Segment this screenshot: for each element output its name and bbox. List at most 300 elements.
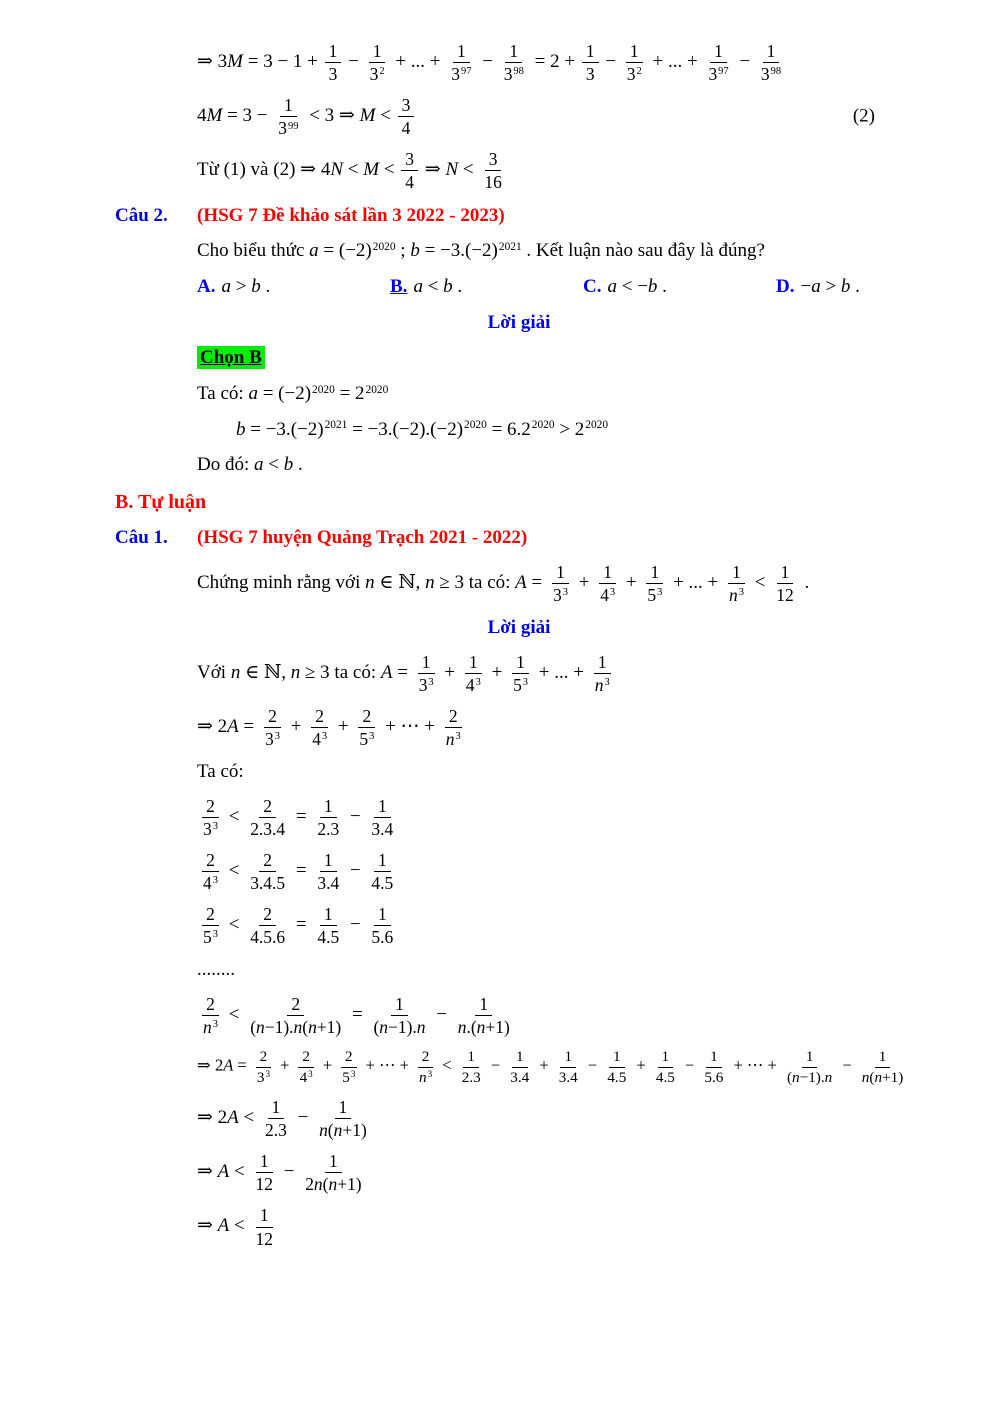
fraction-denominator	[549, 584, 572, 605]
math-text: = 3 −	[222, 105, 273, 127]
math-text: <	[263, 454, 284, 476]
fraction	[591, 652, 614, 695]
exponent	[213, 821, 218, 832]
math-text: +	[573, 571, 595, 593]
math-text: 1	[329, 1151, 338, 1172]
math-text: 5	[513, 674, 522, 695]
fraction-denominator	[246, 818, 289, 839]
fraction	[623, 41, 646, 84]
math-text: >	[820, 275, 841, 297]
power-base	[595, 675, 604, 695]
math-text: 2	[448, 705, 458, 726]
fraction-numerator	[259, 850, 276, 872]
fraction-denominator	[401, 171, 418, 192]
math-line	[197, 706, 923, 749]
fraction	[261, 706, 284, 749]
fraction	[454, 994, 514, 1037]
fraction-numerator	[594, 652, 611, 674]
math-text: 5.6	[704, 1068, 724, 1086]
math-text: = 6.	[486, 418, 522, 440]
power	[627, 64, 642, 84]
fraction	[199, 796, 222, 839]
power	[342, 1069, 355, 1086]
math-text: <	[343, 159, 364, 181]
math-variable: M	[359, 105, 376, 127]
math-text: 3	[604, 676, 610, 688]
fraction-numerator	[341, 1048, 357, 1067]
fraction-numerator	[626, 41, 643, 63]
fraction-denominator	[757, 63, 785, 84]
fraction-denominator	[261, 728, 284, 749]
math-text: 2	[206, 993, 215, 1014]
math-text: .	[799, 571, 810, 593]
math-variable: n	[874, 1068, 883, 1086]
math-variable: a	[811, 275, 821, 297]
math-variable: b	[443, 275, 453, 297]
power	[291, 419, 348, 440]
math-text: 2	[263, 849, 273, 870]
math-text: ⇒ 3	[197, 50, 228, 72]
math-text: <	[223, 805, 245, 827]
math-variable: b	[236, 418, 246, 440]
math-text: −1).	[799, 1068, 825, 1086]
math-text: (	[786, 1068, 793, 1086]
math-text: .(	[466, 1017, 477, 1038]
option-A	[197, 275, 390, 300]
fraction-numerator	[582, 41, 599, 63]
math-text: 2020	[531, 419, 555, 432]
exponent	[366, 384, 389, 396]
exponent	[456, 731, 461, 742]
math-text: ⇒ 2	[197, 715, 228, 737]
math-variable: n	[861, 1068, 870, 1086]
math-text: 1	[271, 1097, 281, 1118]
math-line	[197, 1048, 923, 1086]
power-base	[647, 585, 656, 605]
math-text: ........	[197, 959, 235, 981]
math-text: >	[554, 418, 575, 440]
exponent	[464, 419, 487, 431]
fraction	[643, 562, 666, 605]
math-text: 5	[342, 1068, 350, 1086]
power-base	[203, 873, 212, 893]
fraction	[447, 41, 475, 84]
option-label: B.	[390, 275, 408, 297]
fraction	[652, 1048, 679, 1086]
fraction-numerator	[463, 1048, 479, 1067]
fraction-denominator	[199, 926, 222, 947]
math-text: 1	[516, 651, 525, 672]
math-variable: n	[333, 1120, 343, 1141]
math-text: 2	[379, 66, 385, 78]
math-text: +	[486, 661, 508, 683]
fraction-denominator	[246, 1016, 345, 1037]
power-base	[265, 729, 274, 749]
fraction-numerator	[320, 796, 337, 818]
math-text: −	[600, 50, 621, 72]
math-text: 3	[369, 731, 375, 743]
fraction-numerator	[777, 562, 794, 584]
option-label: C.	[583, 275, 602, 297]
math-line	[197, 1097, 923, 1140]
math-text: −	[838, 1055, 856, 1075]
math-line	[236, 418, 923, 443]
fraction	[700, 1048, 727, 1086]
fraction-denominator	[480, 171, 505, 192]
fraction	[367, 904, 397, 947]
fraction-denominator	[274, 117, 302, 138]
fraction-numerator	[505, 41, 522, 63]
math-text: 2	[315, 705, 325, 726]
fraction-denominator	[462, 674, 485, 695]
math-text: 3	[265, 1068, 270, 1079]
math-text: −	[292, 1106, 314, 1128]
math-text: 4.5	[655, 1068, 675, 1086]
fraction-denominator	[313, 818, 343, 839]
fraction	[757, 41, 785, 84]
math-text: 1	[338, 1097, 348, 1118]
fraction-numerator	[202, 994, 219, 1016]
power-base	[521, 419, 531, 440]
math-text: =	[526, 571, 547, 593]
math-text: 3	[212, 929, 218, 941]
math-text: 1	[585, 41, 595, 61]
power	[575, 419, 608, 440]
math-text: + ⋯ +	[729, 1055, 781, 1075]
exponent	[461, 66, 471, 77]
math-text: <	[422, 275, 444, 297]
fraction-numerator	[398, 95, 415, 117]
math-text: + ... +	[647, 50, 703, 72]
fraction	[480, 149, 505, 192]
fraction-numerator	[706, 1048, 722, 1067]
fraction-numerator	[335, 1097, 352, 1119]
power	[708, 64, 728, 84]
math-text: ≥ 3 ta có:	[434, 571, 516, 593]
math-text: 1	[766, 41, 776, 61]
math-text: 1	[377, 795, 387, 816]
fraction	[401, 149, 418, 192]
fraction	[596, 562, 619, 605]
power-base	[600, 585, 609, 605]
math-text: (−2)	[278, 383, 312, 404]
math-text: ∈ ℕ,	[240, 661, 291, 683]
math-text: 4	[203, 872, 212, 893]
math-variable: n	[293, 1017, 303, 1038]
fraction-denominator	[367, 926, 397, 947]
math-text: 1	[479, 993, 489, 1014]
solution-label-text: Lời giải	[487, 311, 551, 333]
math-text: −	[800, 275, 812, 297]
power-base	[553, 585, 562, 605]
exponent	[351, 1069, 356, 1079]
fraction-denominator	[623, 63, 646, 84]
math-text: 1	[603, 561, 613, 582]
math-line	[197, 149, 923, 192]
exponent	[369, 731, 374, 742]
math-variable: M	[206, 105, 223, 127]
fraction-numerator	[875, 1048, 891, 1067]
fraction-denominator	[652, 1068, 679, 1086]
fraction-denominator	[338, 1068, 359, 1086]
fraction-numerator	[710, 41, 727, 63]
fraction-denominator	[596, 584, 619, 605]
math-text: ⇒	[420, 159, 446, 181]
math-text: 1	[395, 993, 404, 1014]
fraction-denominator	[246, 872, 289, 893]
math-text: 3	[553, 584, 562, 605]
fraction-numerator	[202, 850, 219, 872]
fraction	[252, 1205, 277, 1248]
fraction-numerator	[391, 994, 408, 1016]
math-variable: b	[251, 275, 261, 297]
power	[430, 419, 487, 440]
fraction-denominator	[252, 1173, 277, 1194]
power-base	[359, 729, 368, 749]
fraction	[506, 1048, 533, 1086]
power	[600, 585, 615, 605]
math-text: 12	[255, 1228, 273, 1249]
math-text: 1	[805, 1048, 814, 1066]
math-text: 1	[629, 41, 639, 61]
fraction	[315, 1097, 371, 1140]
math-text: ⇒	[197, 1215, 218, 1237]
solution-label	[115, 311, 923, 336]
math-text: 2020	[365, 383, 389, 396]
math-text: +1)	[485, 1017, 510, 1038]
answer-highlight: Chọn B	[197, 346, 265, 369]
fraction	[325, 41, 342, 84]
math-text: +	[285, 715, 307, 737]
power	[265, 729, 280, 749]
fraction-denominator	[555, 1068, 582, 1086]
math-text: 97	[461, 66, 472, 78]
math-text: 3	[427, 1068, 433, 1079]
math-text: ∈ ℕ,	[374, 571, 426, 593]
math-text: 3	[203, 818, 212, 839]
option-label: A.	[197, 275, 216, 297]
math-text: 3	[265, 728, 274, 749]
math-text: −	[583, 1055, 602, 1075]
math-text: =	[291, 805, 312, 827]
math-text: 2.3	[461, 1068, 481, 1086]
math-text: −	[734, 50, 755, 72]
fraction	[199, 994, 222, 1037]
math-variable: n	[419, 1068, 427, 1086]
fraction-numerator	[202, 796, 219, 818]
math-text: 2.3	[317, 818, 340, 839]
math-line	[197, 652, 923, 695]
math-text: <	[379, 159, 400, 181]
fraction	[367, 850, 397, 893]
math-text: +	[439, 661, 460, 683]
power	[312, 729, 327, 749]
option-C	[583, 275, 776, 300]
power-base	[312, 729, 321, 749]
math-text: 1	[377, 849, 387, 870]
math-text: ⇒ 2	[197, 1106, 228, 1128]
fraction-denominator	[725, 584, 748, 605]
fraction-denominator	[325, 63, 342, 84]
math-text: 1	[323, 904, 333, 925]
math-text: 1	[284, 95, 293, 116]
fraction	[246, 850, 289, 893]
question-label: Câu 1.	[115, 527, 168, 549]
power	[419, 1069, 432, 1086]
math-text: −1).	[264, 1017, 294, 1038]
math-text: <	[438, 1055, 456, 1075]
math-text: 3	[256, 1068, 265, 1086]
power	[647, 585, 662, 605]
power-base	[504, 64, 513, 84]
math-variable: n	[319, 1120, 328, 1141]
power	[595, 675, 610, 695]
math-text: +	[318, 1055, 337, 1075]
fraction-numerator	[259, 904, 276, 926]
math-text: +1)	[342, 1120, 367, 1141]
exponent	[563, 587, 568, 598]
math-text: 5	[359, 728, 369, 749]
math-variable: n	[365, 571, 375, 593]
fraction-numerator	[374, 796, 391, 818]
exponent	[604, 677, 609, 688]
exponent	[373, 241, 396, 253]
math-text: ⇒	[197, 1161, 218, 1183]
fraction-denominator	[296, 1068, 317, 1086]
math-text: 2.3	[265, 1120, 287, 1141]
math-text: (−2)	[430, 418, 464, 440]
power-base	[291, 419, 324, 440]
math-variable: n	[457, 1017, 467, 1038]
power	[203, 819, 218, 839]
fraction-numerator	[325, 41, 342, 63]
math-variable: n	[328, 1174, 338, 1195]
math-text: 3	[212, 1019, 218, 1031]
question-label: Câu 2.	[115, 204, 168, 226]
math-text: 1	[372, 41, 382, 61]
math-text: +1)	[337, 1174, 362, 1195]
power-base	[419, 675, 428, 695]
power-base	[278, 118, 287, 138]
fraction-numerator	[298, 1048, 314, 1067]
math-text: +	[621, 571, 642, 593]
math-variable: b	[283, 454, 294, 476]
math-text: 4.5	[607, 1068, 627, 1086]
math-variable: A	[515, 571, 527, 593]
exponent	[379, 66, 384, 77]
math-variable: A	[227, 715, 239, 737]
math-text: 3	[350, 1068, 356, 1079]
math-text: 3	[405, 149, 415, 170]
fraction-numerator	[320, 850, 337, 872]
math-text: = −3.(−2).	[347, 418, 431, 440]
math-line	[197, 958, 923, 983]
math-text: 2	[206, 904, 215, 925]
fraction-denominator	[415, 674, 438, 695]
math-text: 3	[212, 821, 218, 833]
fraction	[704, 41, 732, 84]
fraction	[313, 904, 343, 947]
math-text: 3.4	[558, 1068, 578, 1086]
math-text: ;	[395, 240, 411, 262]
math-text: 4.5	[317, 927, 340, 948]
math-text: 2	[574, 418, 585, 440]
fraction-numerator	[369, 41, 386, 63]
fraction-numerator	[512, 1048, 528, 1067]
math-text: 1	[650, 561, 660, 582]
math-text: (	[373, 1017, 380, 1038]
exponent	[523, 677, 528, 688]
math-text: =	[392, 661, 413, 683]
math-variable: b	[647, 275, 658, 297]
option-text	[221, 276, 270, 297]
math-text: 2020	[312, 383, 335, 396]
fraction	[415, 1048, 436, 1086]
math-text: 4	[197, 105, 207, 127]
fraction-numerator	[552, 562, 569, 584]
math-text: 1	[457, 41, 466, 61]
fraction-numerator	[763, 41, 780, 63]
math-text: 2	[355, 383, 365, 404]
power	[553, 585, 568, 605]
answer-line	[197, 346, 923, 371]
power	[203, 873, 218, 893]
math-text: .	[293, 454, 303, 476]
fraction-denominator	[199, 818, 222, 839]
exponent	[428, 677, 433, 688]
fraction	[246, 904, 289, 947]
exponent	[265, 1069, 270, 1079]
math-text: 1	[564, 1048, 573, 1066]
fraction	[783, 1048, 836, 1086]
math-text: 3.4.5	[250, 872, 286, 893]
math-text: <	[458, 159, 479, 181]
fraction	[500, 41, 528, 84]
math-text: 1	[661, 1048, 670, 1066]
math-text: 1	[613, 1048, 621, 1066]
math-text: = −3.	[245, 418, 291, 440]
exponent	[771, 66, 781, 77]
math-text: −	[345, 914, 366, 936]
fraction	[858, 1048, 907, 1086]
math-text: (−2)	[338, 240, 372, 262]
math-text: (	[302, 1017, 309, 1038]
math-line	[197, 239, 923, 264]
solution-label-text: Lời giải	[487, 616, 551, 638]
math-text: 3	[760, 64, 770, 85]
exponent	[610, 587, 615, 598]
option-text	[413, 276, 462, 297]
math-variable: M	[227, 50, 243, 72]
math-text: 3	[708, 64, 718, 85]
fraction	[772, 562, 797, 605]
fraction	[308, 706, 331, 749]
fraction-denominator	[315, 1119, 371, 1140]
math-text: 1	[714, 41, 723, 61]
fraction-denominator	[704, 63, 732, 84]
section-heading: B. Tự luận	[115, 491, 207, 514]
option-label: D.	[776, 275, 795, 297]
math-text: <	[238, 1106, 259, 1128]
fraction-numerator	[418, 652, 435, 674]
math-variable: A	[217, 1215, 230, 1237]
math-text: <	[223, 914, 245, 936]
power-base	[370, 64, 379, 84]
fraction-denominator	[261, 1119, 291, 1140]
fraction-numerator	[658, 1048, 674, 1067]
math-text: 4	[401, 118, 411, 139]
fraction-numerator	[325, 1151, 342, 1173]
